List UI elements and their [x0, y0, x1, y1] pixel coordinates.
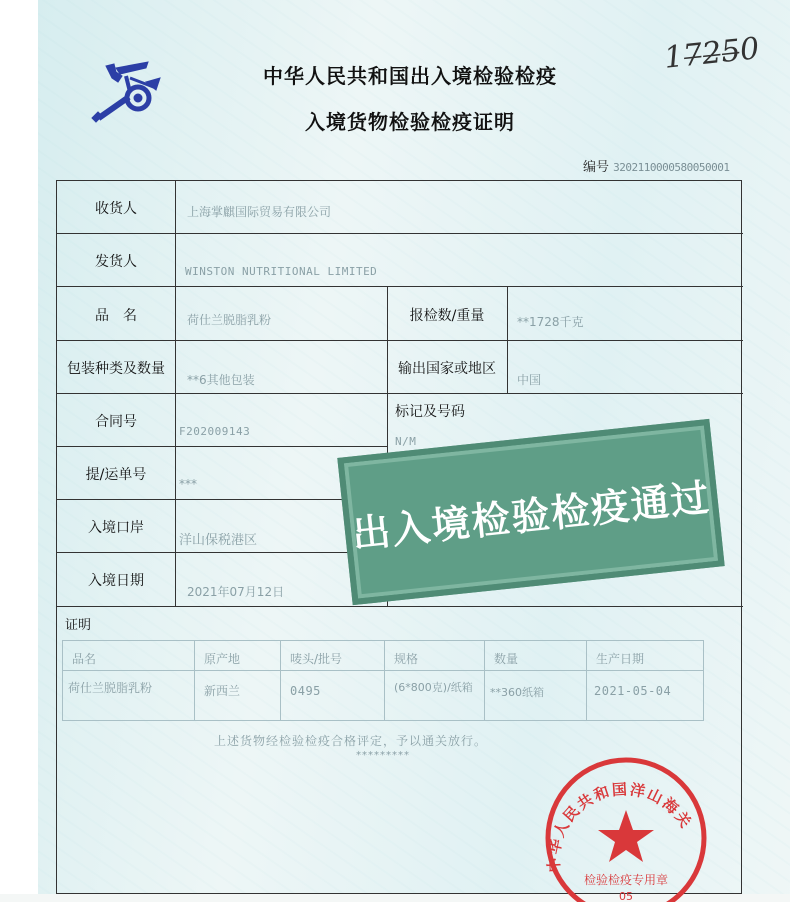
table-cell-spec: (6*800克)/纸箱	[394, 681, 473, 694]
consignor-value: WINSTON NUTRITIONAL LIMITED	[185, 265, 378, 278]
table-border	[586, 640, 587, 720]
inspection-emblem-icon	[86, 58, 164, 126]
row-divider	[57, 499, 387, 500]
page-margin	[0, 0, 38, 894]
entry-port-value: 洋山保税港区	[179, 533, 258, 548]
certificate-number-value: 3202110000580050001	[613, 161, 730, 174]
quantity-weight-label: 报检数/重量	[409, 308, 485, 324]
contract-number-label: 合同号	[95, 414, 137, 430]
marks-value: N/M	[395, 435, 417, 448]
bill-of-lading-label: 提/运单号	[85, 467, 147, 483]
goods-detail-table	[62, 640, 704, 720]
consignee-label: 收货人	[95, 201, 137, 217]
table-cell-quantity: **360纸箱	[490, 686, 544, 699]
table-header: 数量	[494, 652, 519, 666]
entry-port-label: 入境口岸	[88, 520, 144, 536]
table-border	[484, 640, 485, 720]
handwritten-note: 17̶2̶5̶0	[662, 31, 762, 76]
certification-label: 证明	[65, 618, 92, 633]
goods-name-value: 荷仕兰脱脂乳粉	[187, 313, 272, 327]
inspection-remark: 上述货物经检验检疫合格评定，予以通关放行。	[214, 734, 488, 748]
origin-country-label: 输出国家或地区	[398, 361, 496, 377]
row-divider	[57, 606, 743, 607]
row-divider	[57, 286, 743, 287]
page-title: 中华人民共和国出入境检验检疫	[263, 64, 557, 88]
table-header: 品名	[72, 652, 97, 666]
quantity-weight-value: **1728千克	[517, 315, 584, 329]
svg-text:中华人民共和国洋山海关	[545, 780, 696, 873]
entry-date-label: 入境日期	[88, 573, 144, 589]
goods-name-label: 品 名	[95, 308, 137, 324]
seal-subtext: 检验检疫专用章	[583, 873, 669, 887]
table-header: 唛头/批号	[290, 652, 343, 666]
table-cell-production-date: 2021-05-04	[594, 684, 672, 698]
bill-of-lading-value: ***	[179, 477, 197, 491]
table-header: 规格	[394, 652, 419, 666]
entry-date-value: 2021年07月12日	[187, 585, 285, 599]
table-border	[280, 640, 281, 720]
row-divider	[57, 552, 387, 553]
marks-label: 标记及号码	[395, 404, 465, 420]
remark-stars: *********	[356, 750, 410, 761]
table-cell-name: 荷仕兰脱脂乳粉	[68, 681, 153, 695]
star-icon	[598, 810, 654, 862]
contract-number-value: F202009143	[179, 425, 251, 438]
row-divider	[57, 340, 743, 341]
table-cell-origin: 新西兰	[204, 684, 241, 698]
row-divider	[57, 233, 743, 234]
origin-country-value: 中国	[517, 373, 542, 387]
table-border	[62, 640, 63, 720]
certificate-number-label: 编号	[583, 160, 610, 175]
certificate-title: 入境货物检验检疫证明	[305, 110, 515, 134]
table-border	[62, 720, 704, 721]
packing-value: **6其他包装	[187, 373, 255, 387]
table-border	[703, 640, 704, 720]
table-cell-lot: 0495	[290, 684, 321, 698]
certificate-number	[583, 156, 730, 175]
table-border	[62, 640, 704, 641]
row-divider	[57, 393, 743, 394]
table-border	[384, 640, 385, 720]
table-border	[62, 670, 704, 671]
consignor-label: 发货人	[95, 254, 137, 270]
seal-arc-text: 中华人民共和国洋山海关	[544, 780, 696, 873]
column-divider	[507, 286, 508, 393]
row-divider	[57, 446, 387, 447]
consignee-value: 上海掌麒国际贸易有限公司	[187, 205, 332, 219]
approval-stamp-text: 出入境检验检疫通过	[350, 474, 713, 557]
packing-label: 包装种类及数量	[67, 361, 165, 377]
table-border	[194, 640, 195, 720]
seal-number: 05	[619, 890, 633, 902]
table-header: 生产日期	[596, 652, 645, 666]
table-header: 原产地	[204, 652, 241, 666]
official-seal	[540, 752, 710, 902]
column-divider	[175, 181, 176, 606]
